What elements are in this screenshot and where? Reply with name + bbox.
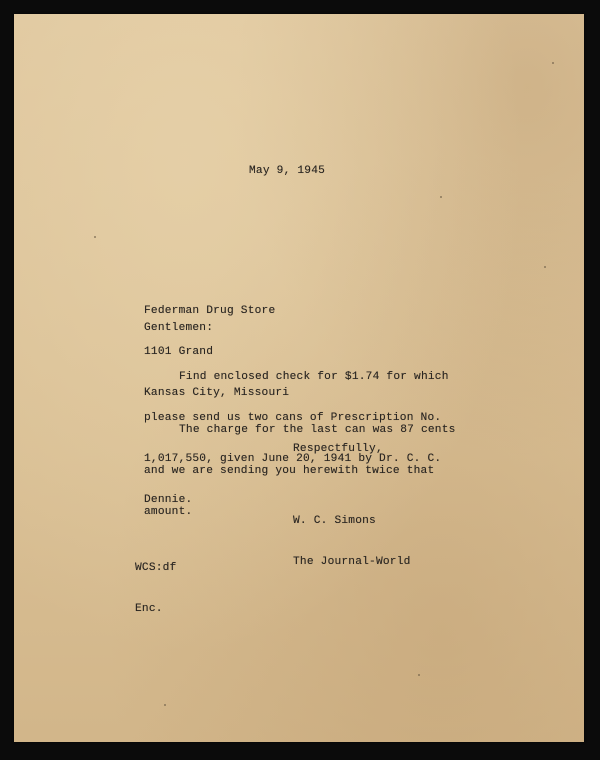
- paragraph-1-line: Dennie.: [144, 493, 193, 506]
- paper-speck: [544, 266, 546, 268]
- paper-speck: [94, 236, 96, 238]
- reference-block: [135, 535, 176, 644]
- paragraph-1-line: Find enclosed check for $1.74 for which: [179, 371, 449, 384]
- signature-block: [293, 488, 411, 597]
- paragraph-2-line: and we are sending you herewith twice that: [144, 464, 435, 477]
- paper-speck: [418, 674, 420, 676]
- paper-speck: [164, 704, 166, 706]
- enclosure-note: Enc.: [135, 602, 163, 615]
- signature-organization: The Journal-World: [293, 555, 411, 568]
- paper-speck: [552, 62, 554, 64]
- paragraph-2-line: amount.: [144, 505, 193, 518]
- recipient-street: 1101 Grand: [144, 345, 214, 358]
- paragraph-1-line: 1,017,550, given June 20, 1941 by Dr. C. C.: [144, 452, 442, 465]
- closing: Respectfully,: [293, 443, 383, 455]
- paper-speck: [440, 196, 442, 198]
- letter-page: [14, 14, 584, 742]
- signature-name: W. C. Simons: [293, 515, 376, 528]
- recipient-name: Federman Drug Store: [144, 305, 276, 318]
- paragraph-2-line: The charge for the last can was 87 cents: [179, 424, 456, 437]
- salutation: Gentlemen:: [144, 322, 214, 334]
- letter-date: May 9, 1945: [249, 165, 326, 177]
- recipient-city: Kansas City, Missouri: [144, 386, 290, 399]
- paragraph-1-line: please send us two cans of Prescription No.: [144, 411, 442, 424]
- reference-initials: WCS:df: [135, 562, 177, 575]
